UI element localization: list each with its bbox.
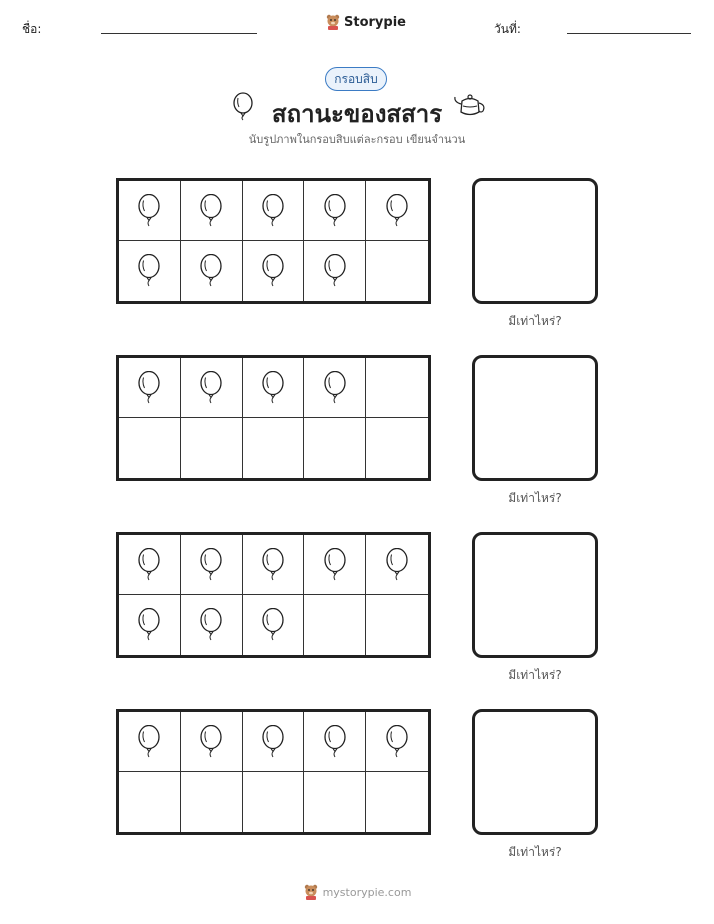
ten-frame-cell (243, 241, 305, 301)
bear-mascot-icon (326, 14, 340, 30)
answer-box[interactable] (472, 709, 598, 835)
balloon-icon (323, 725, 347, 759)
ten-frame-cell (181, 535, 243, 595)
answer-box[interactable] (472, 355, 598, 481)
balloon-icon (199, 548, 223, 582)
answer-box[interactable] (472, 178, 598, 304)
ten-frame-cell (119, 241, 181, 301)
ten-frame-cell (366, 595, 428, 655)
balloon-icon (261, 254, 285, 288)
ten-frame-cell (366, 418, 428, 478)
ten-frame-cell (119, 418, 181, 478)
balloon-icon (385, 725, 409, 759)
ten-frame-cell (304, 772, 366, 832)
ten-frame-cell (304, 181, 366, 241)
ten-frame-cell (243, 181, 305, 241)
balloon-icon (199, 725, 223, 759)
ten-frame-cell (366, 772, 428, 832)
ten-frame (116, 709, 431, 835)
name-label: ชื่อ: (22, 22, 42, 36)
ten-frame-cell (304, 241, 366, 301)
balloon-icon (261, 371, 285, 405)
ten-frame-cell (243, 418, 305, 478)
ten-frame-cell (304, 358, 366, 418)
ten-frame-cell (181, 595, 243, 655)
balloon-icon (137, 548, 161, 582)
balloon-icon (385, 548, 409, 582)
ten-frame-cell (366, 358, 428, 418)
balloon-icon (137, 371, 161, 405)
ten-frame (116, 178, 431, 304)
ten-frame-cell (181, 772, 243, 832)
teapot-icon (453, 92, 487, 120)
balloon-icon (199, 254, 223, 288)
name-field-line[interactable] (101, 33, 257, 34)
how-many-label: มีเท่าไหร่? (508, 491, 562, 505)
brand-logo (326, 14, 406, 30)
balloon-icon (261, 725, 285, 759)
how-many-label: มีเท่าไหร่? (508, 314, 562, 328)
ten-frame-cell (181, 241, 243, 301)
ten-frame (116, 355, 431, 481)
ten-frame-cell (243, 595, 305, 655)
ten-frame-cell (181, 418, 243, 478)
ten-frame-cell (304, 535, 366, 595)
balloon-icon (137, 194, 161, 228)
balloon-icon (137, 254, 161, 288)
ten-frame-cell (366, 535, 428, 595)
ten-frame (116, 532, 431, 658)
ten-frame-cell (366, 712, 428, 772)
ten-frame-cell (119, 772, 181, 832)
balloon-icon (199, 194, 223, 228)
ten-frame-cell (119, 535, 181, 595)
balloon-icon (137, 725, 161, 759)
balloon-icon (323, 548, 347, 582)
ten-frame-cell (119, 358, 181, 418)
ten-frame-cell (304, 595, 366, 655)
ten-frame-cell (243, 772, 305, 832)
balloon-icon (261, 194, 285, 228)
answer-box[interactable] (472, 532, 598, 658)
page-title: สถานะของสสาร (271, 100, 443, 128)
balloon-icon (199, 371, 223, 405)
topic-badge: กรอบสิบ (325, 67, 387, 91)
ten-frame-cell (119, 181, 181, 241)
footer (0, 884, 714, 900)
footer-url: mystorypie.com (322, 885, 412, 899)
ten-frame-cell (243, 535, 305, 595)
ten-frame-cell (304, 418, 366, 478)
instructions: นับรูปภาพในกรอบสิบแต่ละกรอบ เขียนจำนวน (248, 133, 466, 146)
balloon-icon (261, 548, 285, 582)
balloon-icon (137, 608, 161, 642)
how-many-label: มีเท่าไหร่? (508, 668, 562, 682)
ten-frame-cell (243, 712, 305, 772)
balloon-icon (323, 371, 347, 405)
balloon-icon (261, 608, 285, 642)
ten-frame-cell (243, 358, 305, 418)
ten-frame-cell (181, 181, 243, 241)
ten-frame-cell (181, 712, 243, 772)
bear-mascot-icon (303, 884, 319, 900)
ten-frame-cell (181, 358, 243, 418)
ten-frame-cell (119, 712, 181, 772)
balloon-icon (323, 194, 347, 228)
date-field-line[interactable] (567, 33, 691, 34)
balloon-icon (385, 194, 409, 228)
ten-frame-cell (366, 241, 428, 301)
ten-frame-cell (119, 595, 181, 655)
balloon-icon (199, 608, 223, 642)
balloon-icon (323, 254, 347, 288)
ten-frame-cell (366, 181, 428, 241)
how-many-label: มีเท่าไหร่? (508, 845, 562, 859)
date-label: วันที่: (494, 22, 521, 36)
brand-name: Storypie (344, 14, 406, 30)
ten-frame-cell (304, 712, 366, 772)
